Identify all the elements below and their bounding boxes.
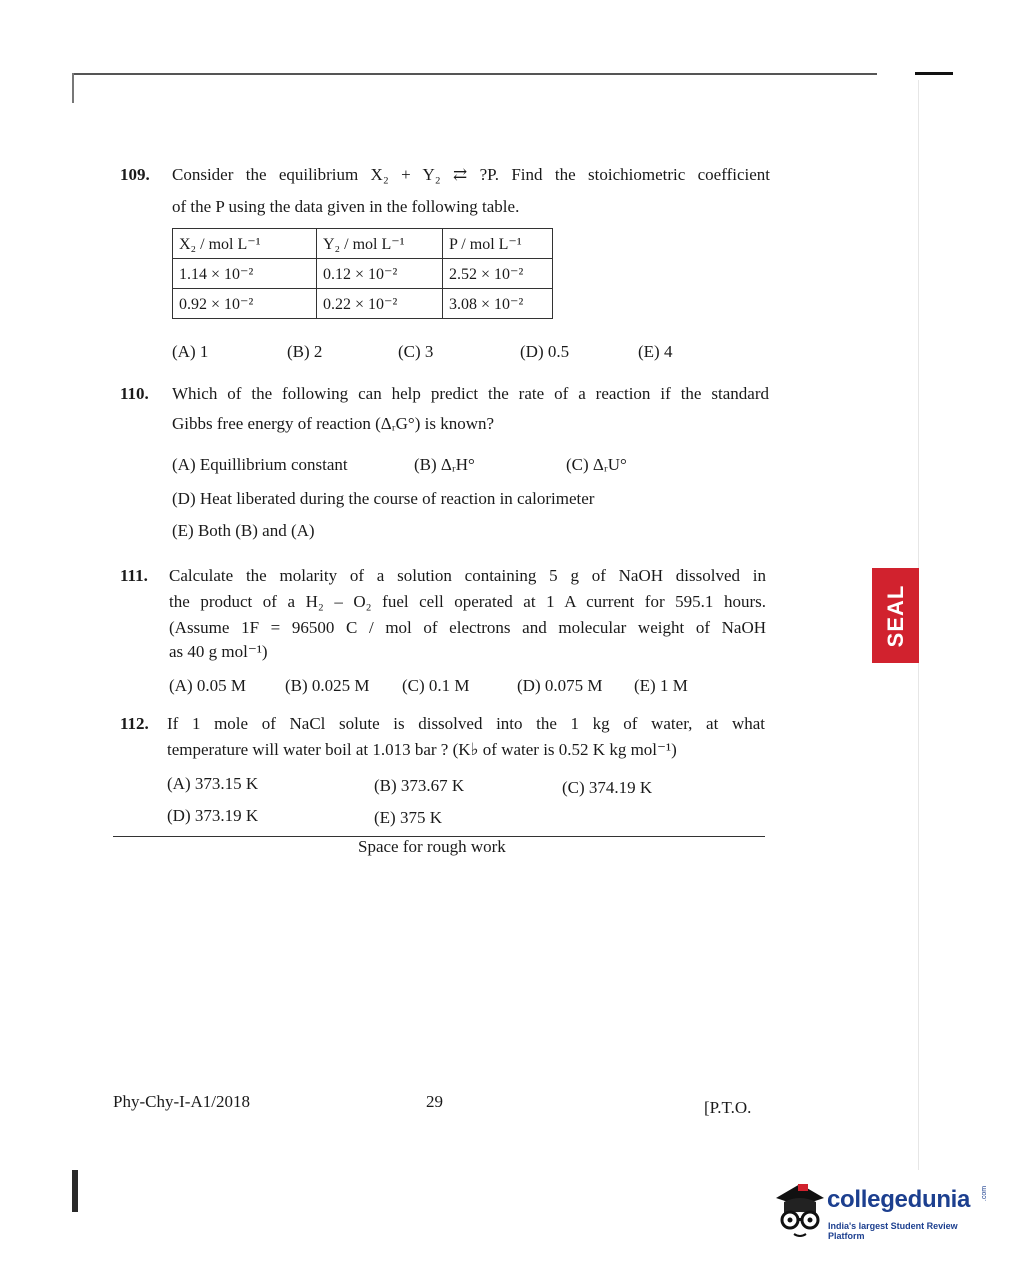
option-e: (E) 1 M bbox=[634, 676, 688, 695]
question-text-line: temperature will water boil at 1.013 bar ? (K♭ of water is 0.52 K kg mol⁻¹) bbox=[167, 740, 677, 759]
option-d: (D) 0.5 bbox=[520, 342, 570, 361]
table-cell: 2.52 × 10⁻² bbox=[443, 259, 553, 289]
option-a: (A) 1 bbox=[172, 342, 209, 361]
table-header-cell: X₂ / mol L⁻¹ bbox=[173, 229, 317, 259]
question-number: 109. bbox=[120, 165, 150, 184]
table-cell: 0.22 × 10⁻² bbox=[317, 289, 443, 319]
question-text-line: Calculate the molarity of a solution containing 5 g of NaOH dissolved in bbox=[169, 566, 766, 585]
question-text-line: If 1 mole of NaCl solute is dissolved into the 1 kg of water, at what bbox=[167, 714, 765, 733]
option-e: (E) 4 bbox=[638, 342, 673, 361]
logo-suffix: .com bbox=[981, 1185, 989, 1202]
question-number: 110. bbox=[120, 384, 149, 403]
seal-label: SEAL bbox=[882, 584, 908, 647]
question-text-line: Gibbs free energy of reaction (ΔᵣG°) is known? bbox=[172, 414, 495, 433]
option-c: (C) 3 bbox=[398, 342, 434, 361]
option-a: (A) 0.05 M bbox=[169, 676, 246, 695]
option-e: (E) Both (B) and (A) bbox=[172, 521, 315, 540]
seal-tab bbox=[872, 568, 919, 663]
table-header-row bbox=[173, 229, 553, 259]
option-e: (E) 375 K bbox=[374, 808, 442, 827]
page-number: 29 bbox=[426, 1092, 443, 1111]
corner-mark bbox=[915, 72, 953, 75]
option-a: (A) 373.15 K bbox=[167, 774, 259, 793]
question-text-line: as 40 g mol⁻¹) bbox=[169, 642, 268, 661]
table-cell: 0.92 × 10⁻² bbox=[173, 289, 317, 319]
option-b: (B) ΔᵣH° bbox=[414, 455, 475, 474]
option-c: (C) ΔᵣU° bbox=[566, 455, 627, 474]
rough-work-label: Space for rough work bbox=[358, 837, 506, 856]
option-b: (B) 373.67 K bbox=[374, 776, 465, 795]
option-c: (C) 374.19 K bbox=[562, 778, 653, 797]
option-b: (B) 0.025 M bbox=[285, 676, 370, 695]
logo-name: collegedunia bbox=[827, 1186, 971, 1213]
page-left-edge bbox=[72, 73, 74, 103]
table-row bbox=[173, 289, 553, 319]
question-text-line: Consider the equilibrium X₂ + Y₂ ⇄ ?P. Find the stoichiometric coefficient bbox=[172, 165, 770, 184]
table-cell: 0.12 × 10⁻² bbox=[317, 259, 443, 289]
table-header-cell: P / mol L⁻¹ bbox=[443, 229, 553, 259]
question-110 bbox=[120, 379, 772, 549]
table-header-cell: Y₂ / mol L⁻¹ bbox=[317, 229, 443, 259]
option-d: (D) Heat liberated during the course of reaction in calorimeter bbox=[172, 489, 595, 508]
option-d: (D) 0.075 M bbox=[517, 676, 603, 695]
question-number: 111. bbox=[120, 566, 148, 585]
question-text-line: Which of the following can help predict the rate of a reaction if the standard bbox=[172, 384, 769, 403]
question-text-line: of the P using the data given in the following table. bbox=[172, 197, 520, 216]
footer-code: Phy-Chy-I-A1/2018 bbox=[113, 1092, 250, 1111]
option-b: (B) 2 bbox=[287, 342, 323, 361]
pto-label: [P.T.O. bbox=[704, 1098, 752, 1117]
data-table bbox=[172, 228, 553, 319]
binding-shadow bbox=[72, 1170, 78, 1212]
question-text-line: (Assume 1F = 96500 C / mol of electrons and molecular weight of NaOH bbox=[169, 618, 766, 637]
question-text-line: the product of a H₂ – O₂ fuel cell operated at 1 A current for 595.1 hours. bbox=[169, 592, 766, 611]
question-112 bbox=[120, 709, 772, 829]
question-111 bbox=[120, 561, 772, 701]
logo-tagline: India's largest Student Review Platform bbox=[828, 1221, 958, 1241]
question-109-options bbox=[120, 337, 772, 367]
option-a: (A) Equillibrium constant bbox=[172, 455, 348, 474]
question-number: 112. bbox=[120, 714, 149, 733]
collegedunia-logo bbox=[770, 1180, 995, 1240]
table-cell: 1.14 × 10⁻² bbox=[173, 259, 317, 289]
option-c: (C) 0.1 M bbox=[402, 676, 470, 695]
page-top-edge bbox=[72, 73, 877, 75]
mascot-icon bbox=[770, 1180, 826, 1240]
option-d: (D) 373.19 K bbox=[167, 806, 259, 825]
table-row bbox=[173, 259, 553, 289]
table-cell: 3.08 × 10⁻² bbox=[443, 289, 553, 319]
